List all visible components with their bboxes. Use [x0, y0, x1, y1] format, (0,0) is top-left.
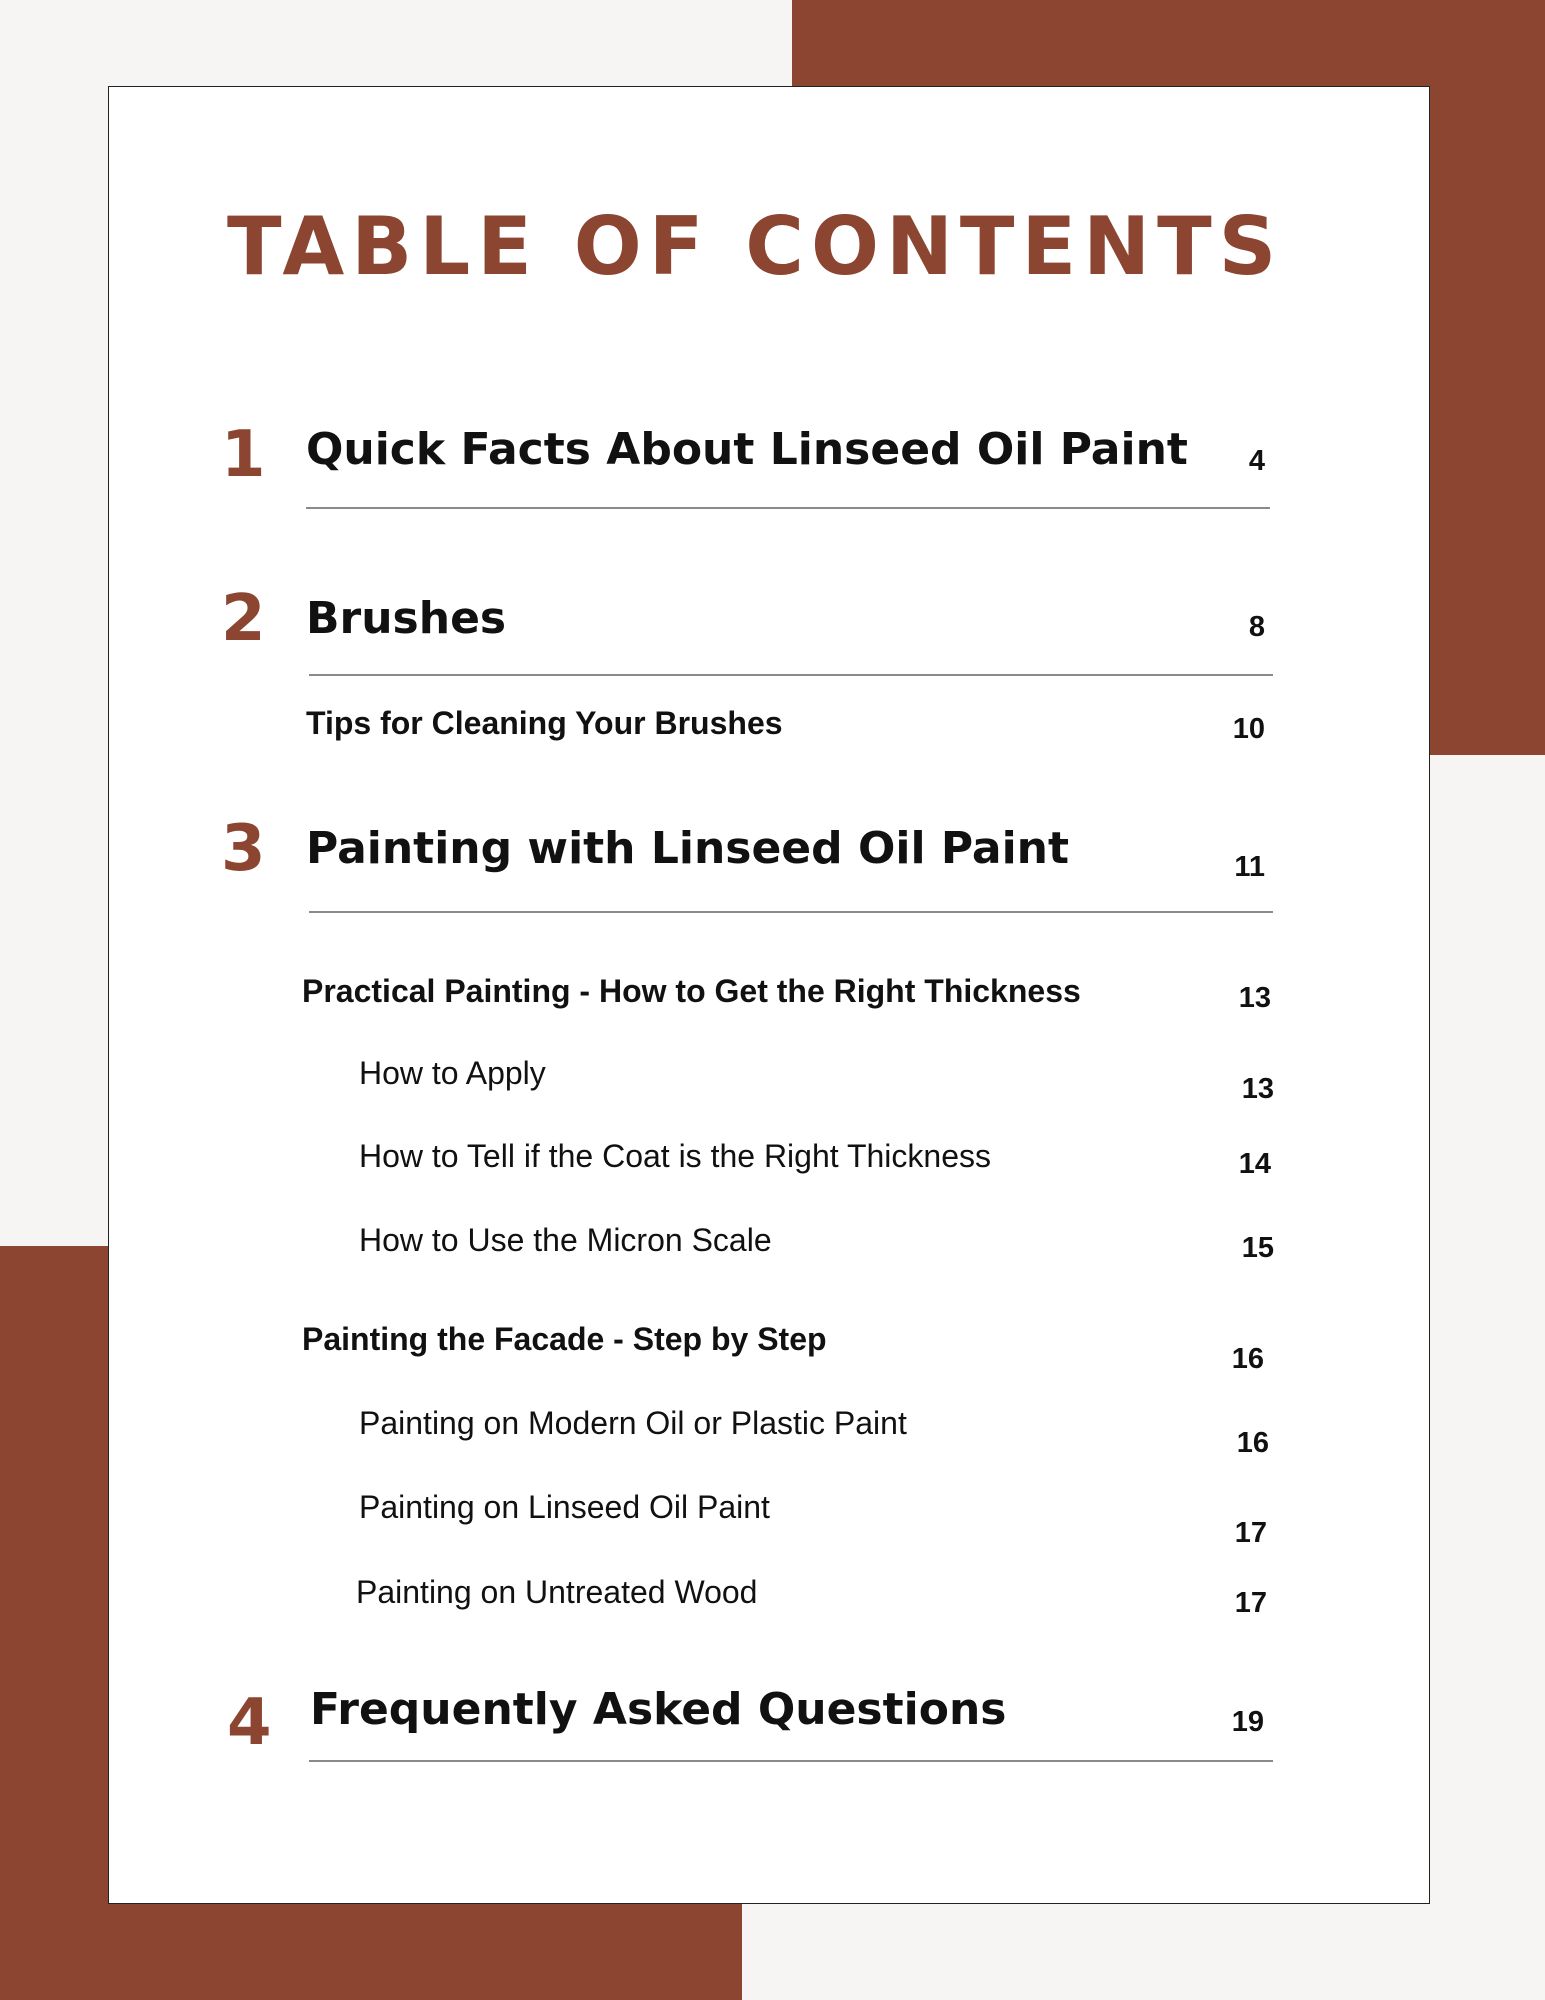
- section-title-quick-facts[interactable]: Quick Facts About Linseed Oil Paint: [306, 424, 1188, 475]
- page-title: TABLE OF CONTENTS: [227, 200, 1284, 293]
- section-number: 3: [221, 812, 266, 886]
- section-divider: [309, 674, 1273, 676]
- page-number: 16: [1236, 1427, 1269, 1459]
- page-number: 11: [1234, 851, 1265, 883]
- subsection-title-painting-facade[interactable]: Painting the Facade - Step by Step: [302, 1321, 827, 1357]
- section-number: 4: [227, 1686, 272, 1760]
- subsection-title-practical-painting[interactable]: Practical Painting - How to Get the Right Thickness: [302, 973, 1081, 1009]
- section-title-faq[interactable]: Frequently Asked Questions: [310, 1684, 1007, 1735]
- section-divider: [306, 507, 1270, 509]
- section-number: 2: [221, 582, 266, 656]
- page-number: 17: [1234, 1517, 1267, 1549]
- subsection-title-cleaning-brushes[interactable]: Tips for Cleaning Your Brushes: [306, 705, 783, 741]
- section-divider: [309, 911, 1273, 913]
- page-number: 13: [1241, 1073, 1274, 1105]
- item-title-how-to-apply[interactable]: How to Apply: [359, 1055, 546, 1091]
- page-number: 13: [1238, 982, 1271, 1014]
- section-title-brushes[interactable]: Brushes: [306, 593, 507, 644]
- toc-page: [108, 86, 1430, 1904]
- section-title-painting[interactable]: Painting with Linseed Oil Paint: [306, 823, 1070, 874]
- page-number: 15: [1241, 1232, 1274, 1264]
- item-title-linseed-oil[interactable]: Painting on Linseed Oil Paint: [359, 1489, 770, 1525]
- page-number: 8: [1248, 611, 1265, 643]
- item-title-modern-oil[interactable]: Painting on Modern Oil or Plastic Paint: [359, 1405, 907, 1441]
- section-divider: [309, 1760, 1273, 1762]
- section-number: 1: [221, 418, 266, 492]
- page-number: 17: [1234, 1587, 1267, 1619]
- item-title-untreated-wood[interactable]: Painting on Untreated Wood: [356, 1574, 758, 1610]
- page-number: 19: [1231, 1706, 1264, 1738]
- item-title-right-thickness[interactable]: How to Tell if the Coat is the Right Thickness: [359, 1138, 991, 1174]
- item-title-micron-scale[interactable]: How to Use the Micron Scale: [359, 1222, 772, 1258]
- page-number: 16: [1231, 1343, 1264, 1375]
- page-number: 4: [1248, 445, 1265, 477]
- page-number: 10: [1232, 713, 1265, 745]
- page-number: 14: [1238, 1148, 1271, 1180]
